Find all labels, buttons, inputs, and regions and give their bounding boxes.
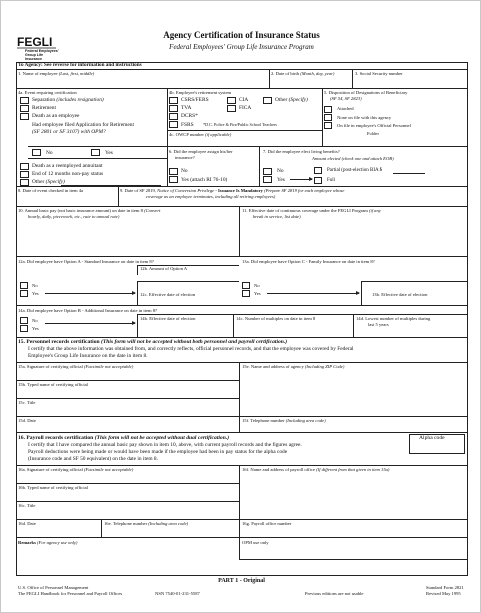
- checkbox-csrs-fers[interactable]: [169, 97, 178, 104]
- label-12a: 12a. Did employee have Option A - Standard Insurance on date in item 8?: [18, 259, 154, 264]
- arrow-13: [267, 293, 359, 294]
- label-5-hint: (SF 54, SF 2823): [330, 96, 362, 101]
- footer-form-2: Revised May 1995: [426, 591, 461, 596]
- label-12c: 12c. Effective date of election: [140, 292, 196, 297]
- logo-caption: Federal Employees' Group Life Insurance: [25, 49, 59, 62]
- label-16b: 16b. Typed name of certifying official: [18, 485, 88, 490]
- label-16e: 16e. Telephone number (Including area code): [104, 521, 189, 526]
- checkbox-cia[interactable]: [227, 97, 236, 104]
- label-filed-no: No: [46, 150, 53, 156]
- label-attached: Attached: [337, 106, 354, 111]
- arrow-to-partial: [290, 179, 312, 180]
- checkbox-assign-no[interactable]: [169, 168, 178, 175]
- label-on-file-opf-2: Folder: [367, 131, 379, 136]
- checkbox-tva[interactable]: [169, 105, 178, 112]
- section-16-text-2: Payroll deductions were being made or would have been made if the employee had been in pay status for the alpha code: [28, 449, 288, 455]
- label-12-no: No: [32, 283, 38, 288]
- label-living-no: No: [277, 168, 284, 174]
- label-6-b: insurance?: [175, 155, 195, 160]
- label-assign-no: No: [181, 168, 188, 174]
- checkbox-fsrs[interactable]: [169, 121, 178, 128]
- label-9-b: coverage as an employee terminates, including all retiring employees): [146, 194, 276, 199]
- label-13a: 13a. Did employee have Option C - Family Insurance on date in item 8?: [242, 259, 375, 264]
- label-had-filed-2: (SF 2801 or SF 3107) with OPM?: [32, 129, 106, 135]
- label-13-no: No: [254, 283, 260, 288]
- section-16-title: 16. Payroll records certification (This form will not be accepted without dual certification.): [18, 435, 230, 441]
- label-16g: 16g. Payroll office number: [242, 521, 292, 526]
- section-15-title: 15. Personnel records certification (This form will not be accepted without both personnel and payroll certification.): [18, 339, 288, 345]
- label-16d: 16d. Date: [18, 521, 36, 526]
- label-10: 10. Annual basic pay (not basic insurance amount) on date in item 8 (Convert: [18, 208, 161, 213]
- checkbox-death-reemployed[interactable]: [20, 163, 29, 170]
- label-full: Full: [327, 178, 336, 183]
- label-opm-use: OPM use only: [242, 540, 269, 545]
- checkbox-living-yes[interactable]: [263, 176, 272, 183]
- footer-nsn: NSN 7540-01-231-5587: [155, 591, 200, 596]
- label-14d-b: last 5 years: [368, 322, 389, 327]
- checkbox-other-system[interactable]: [263, 97, 272, 104]
- label-date-of-birth: 2. Date of birth (Month, day, year): [271, 71, 335, 76]
- label-partial: Partial (post-election BIA $: [327, 168, 383, 173]
- checkbox-retirement[interactable]: [20, 105, 29, 112]
- label-15e: 15e. Name and address of agency (Including ZIP Code): [242, 364, 345, 369]
- label-16a: 16a. Signature of certifying official (Facsimile not acceptable): [18, 467, 134, 472]
- checkbox-dcrs[interactable]: [169, 113, 178, 120]
- label-7: 7. Did the employee elect living benefits?: [263, 149, 340, 154]
- label-had-filed: Had employee filed Application for Retirement: [32, 122, 134, 128]
- checkbox-14-no[interactable]: [20, 317, 28, 324]
- label-assign-yes: Yes (attach RI 76-10): [181, 177, 228, 183]
- label-9: 9. Date of SF 2819, Notice of Conversion Privilege - Issuance Is Mandatory (Prepare SF 2819 for each employee whose: [120, 188, 345, 193]
- label-15c: 15c. Title: [18, 400, 36, 405]
- label-on-file-opf: On file in employee's Official Personnel: [337, 123, 411, 128]
- label-11: 11. Effective date of continuous coverage under the FEGLI Program (if any: [242, 208, 381, 213]
- checkbox-12-yes[interactable]: [20, 290, 28, 297]
- footer-form-1: Standard Form 2821: [426, 585, 464, 590]
- label-death-reemployed: Death as a reemployed annuitant: [32, 163, 103, 169]
- label-16f: 16f. Name and address of payroll office (If different from that given in item 15a): [242, 467, 390, 472]
- label-filed-yes: Yes: [105, 150, 113, 156]
- label-15b: 15b. Typed name of certifying official: [18, 382, 88, 387]
- label-5: 5. Disposition of Designations of Beneficiary: [324, 90, 408, 95]
- checkbox-living-no[interactable]: [263, 168, 272, 175]
- label-fica: FICA: [239, 105, 252, 111]
- form-subtitle: Federal Employees' Group Life Insurance Program: [169, 43, 314, 51]
- label-6: 6. Did the employee assign his/her: [169, 149, 233, 154]
- checkbox-full[interactable]: [314, 177, 322, 184]
- checkbox-fica[interactable]: [227, 105, 236, 112]
- label-fsrs: FSRS: [181, 122, 194, 128]
- label-living-yes: Yes: [277, 177, 285, 183]
- label-14-yes: Yes: [32, 326, 39, 331]
- footer-prev: Previous editions are not usable: [305, 591, 364, 596]
- footer-opm-1: U.S. Office of Personnel Management: [18, 585, 89, 590]
- label-15f: 15f. Telephone number (Including area code): [242, 418, 326, 423]
- checkbox-end-12-months[interactable]: [20, 171, 29, 178]
- label-14c: 14c. Number of multiples on date in item 8: [236, 316, 316, 321]
- checkbox-14-yes[interactable]: [20, 325, 28, 332]
- label-7-amount: Amount elected (check one and attach EOB): [312, 156, 394, 161]
- label-separation: Separation (includes resignation): [32, 97, 104, 103]
- footer-opm-2: The FEGLI Handbook for Personnel and Payroll Offices: [18, 591, 123, 596]
- label-none-on-file: None on file with this agency: [337, 115, 392, 120]
- label-name-employee: 1. Name of employee (Last, first, middle): [18, 71, 95, 76]
- checkbox-separation[interactable]: [20, 97, 29, 104]
- label-14a: 14a. Did employee have Option B - Additional Insurance on date in item 8?: [18, 308, 158, 313]
- label-cia: CIA: [239, 97, 249, 103]
- label-11-b: break in service, list date): [253, 214, 301, 219]
- label-remarks: Remarks (For agency use only): [18, 540, 78, 545]
- label-14d: 14d. Lowest number of multiples during: [356, 316, 431, 321]
- arrow-12: [45, 293, 135, 294]
- checkbox-on-file-opf[interactable]: [324, 122, 332, 129]
- checkbox-attached[interactable]: [324, 106, 332, 113]
- input-name-employee[interactable]: [16, 69, 269, 88]
- label-dcrs: DCRS*: [181, 113, 198, 119]
- label-4b: 4b. Employee's retirement system: [169, 90, 232, 95]
- label-14b: 14b. Effective date of election: [140, 316, 196, 321]
- svg-text:FEGLI: FEGLI: [17, 35, 53, 49]
- label-13b: 13b. Effective date of election: [372, 292, 428, 297]
- form-title: Agency Certification of Insurance Status: [163, 30, 320, 40]
- label-end-12-months: End of 12 months non-pay status: [32, 171, 104, 177]
- label-12b: 12b. Amount of Option A: [140, 266, 188, 271]
- checkbox-partial[interactable]: [314, 167, 322, 174]
- arrow-14: [45, 323, 135, 324]
- checkbox-assign-yes[interactable]: [169, 176, 178, 183]
- label-4a: 4a. Event requiring certification: [18, 90, 77, 95]
- label-other-event: Other (Specify): [32, 179, 65, 185]
- section-16-text-3: (Insurance code and SF 50 equivalent) on the date in item 8.: [28, 456, 158, 462]
- label-14-no: No: [32, 318, 38, 323]
- label-15a: 15a. Signature of certifying official (Facsimile not acceptable): [18, 364, 134, 369]
- label-death-employee: Death as an employee: [32, 113, 80, 119]
- label-10-b: hourly, daily, piecework, etc., rate to annual rate): [28, 214, 120, 219]
- checkbox-13-yes[interactable]: [242, 290, 250, 297]
- label-police-note: *D.C. Police & Fire/Public School Teachers: [203, 122, 277, 127]
- checkbox-filed-yes[interactable]: [91, 149, 100, 156]
- checkbox-13-no[interactable]: [242, 282, 250, 289]
- checkbox-death-employee[interactable]: [20, 113, 29, 120]
- checkbox-filed-no[interactable]: [32, 149, 41, 156]
- label-ssn: 3. Social Security number: [355, 71, 403, 76]
- checkbox-none-on-file[interactable]: [324, 114, 332, 121]
- label-tva: TVA: [181, 105, 192, 111]
- label-alpha-code: Alpha code: [419, 435, 445, 441]
- label-retirement: Retirement: [32, 105, 56, 111]
- label-15d: 15d. Date: [18, 418, 36, 423]
- section-16-text-1: I certify that I have compared the annual basic pay shown in item 10, above, with current payroll records and the figures agree.: [28, 442, 302, 448]
- label-13-yes: Yes: [254, 291, 261, 296]
- section-15-text-1: I certify that the above information was obtained from, and correctly reflects, official personnel records, and that the employee was covered by Federal: [28, 346, 354, 352]
- checkbox-12-no[interactable]: [20, 282, 28, 289]
- label-16c: 16c. Title: [18, 503, 36, 508]
- label-12-yes: Yes: [32, 291, 39, 296]
- part-label: PART 1 - Original: [218, 578, 265, 584]
- label-csrs-fers: CSRS/FERS: [181, 97, 209, 103]
- to-agency-banner: To Agency: See reverse for information and instructions: [18, 62, 142, 68]
- label-8: 8. Date of event checked in item 4a: [18, 188, 84, 193]
- label-owcp: 4c. OWCP number (if applicable): [169, 132, 232, 137]
- checkbox-other-event[interactable]: [20, 179, 29, 186]
- label-other-system: Other (Specify): [275, 97, 308, 103]
- section-15-text-2: Employee's Group Life Insurance on the date in item 8.: [28, 353, 148, 359]
